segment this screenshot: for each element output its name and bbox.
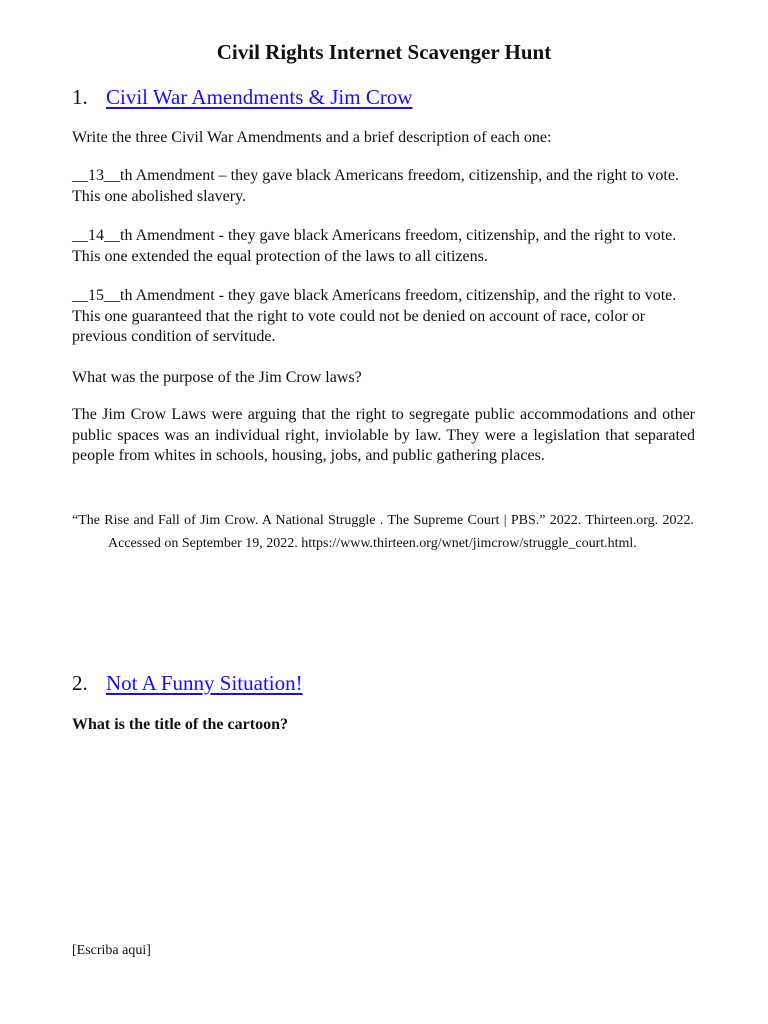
section-2-link[interactable]: Not A Funny Situation!	[106, 671, 303, 695]
amendment-14-answer: __14__th Amendment - they gave black Americans freedom, citizenship, and the right to vote. This one extended the equal protection of the laws to all citizens.	[72, 227, 677, 265]
section-2-number: 2.	[72, 671, 88, 695]
cartoon-title-question: What is the title of the cartoon?	[72, 716, 288, 733]
citation: “The Rise and Fall of Jim Crow. A National Struggle . The Supreme Court | PBS.” 2022. Thirteen.org. 2022. Accessed on September 19, 2022. https://www.thirteen.org/wnet/jimcrow/struggle_court.html.	[72, 513, 694, 551]
section-1-link[interactable]: Civil War Amendments & Jim Crow	[106, 85, 413, 109]
answer-placeholder[interactable]: [Escriba aqui]	[72, 943, 151, 958]
section-1-prompt: Write the three Civil War Amendments and a brief description of each one:	[72, 129, 552, 146]
amendment-15-answer: __15__th Amendment - they gave black Americans freedom, citizenship, and the right to vote. This one guaranteed that the right to vote could not be denied on account of race, color or previous condition of servitude.	[72, 287, 677, 345]
page-title: Civil Rights Internet Scavenger Hunt	[216, 40, 552, 64]
jim-crow-answer: The Jim Crow Laws were arguing that the right to segregate public accommodations and other public spaces was an individual right, inviolable by law. They were a legislation that separated people from whites in schools, housing, jobs, and public gathering places.	[72, 406, 695, 464]
section-2-heading	[72, 670, 303, 696]
amendment-13-answer: __13__th Amendment – they gave black Americans freedom, citizenship, and the right to vote. This one abolished slavery.	[72, 167, 679, 205]
section-1-heading	[72, 84, 413, 110]
jim-crow-question: What was the purpose of the Jim Crow laws?	[72, 369, 362, 386]
section-1-number: 1.	[72, 85, 88, 109]
